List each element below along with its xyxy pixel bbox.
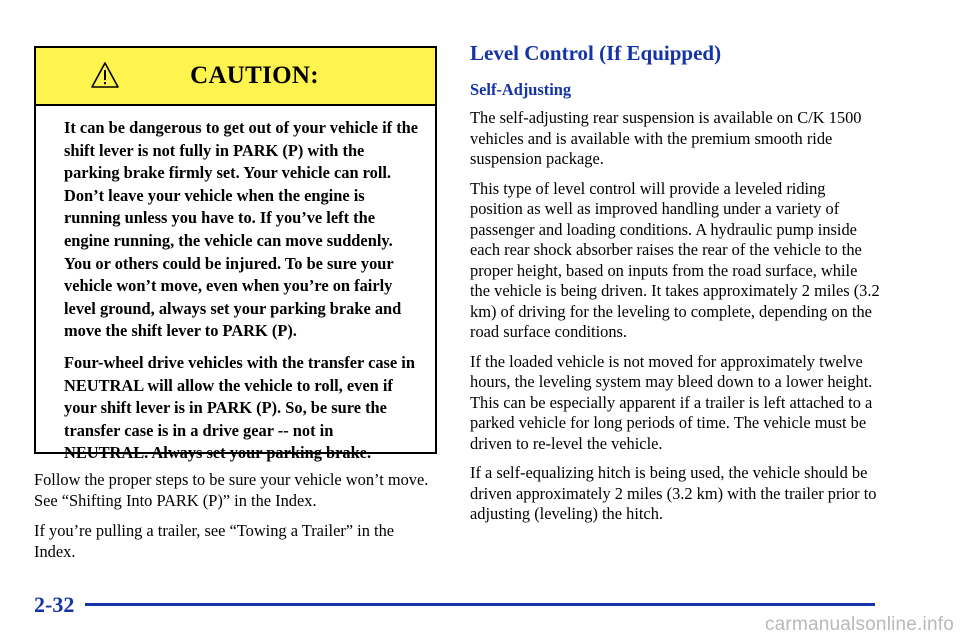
section-title: Level Control (If Equipped) <box>470 41 722 65</box>
left-column-text <box>34 470 434 572</box>
caution-title: CAUTION: <box>190 62 319 89</box>
body-paragraph: The self-adjusting rear suspension is available on C/K 1500 vehicles and is available with the premium smooth ride suspension package. <box>470 108 862 168</box>
caution-header <box>36 48 435 106</box>
body-paragraph: Follow the proper steps to be sure your vehicle won’t move. See “Shifting Into PARK (P)” in the Index. <box>34 470 429 510</box>
body-paragraph: This type of level control will provide a leveled riding position as well as improved handling under a variety of passenger and loading conditions. A hydraulic pump inside each rear shock absorber raises the rear of the vehicle to the proper height, based on inputs from the road surface, while the vehicle is being driven. It takes approximately 2 miles (3.2 km) of driving for the leveling to complete, depending on the road surface conditions. <box>470 178 880 341</box>
body-paragraph: If a self-equalizing hitch is being used, the vehicle should be driven approximately 2 miles (3.2 km) with the trailer prior to adjusting (leveling) the hitch. <box>470 463 877 523</box>
page-number: 2-32 <box>34 592 75 617</box>
right-column <box>470 40 880 534</box>
caution-body <box>36 106 435 465</box>
warning-triangle-icon <box>90 61 120 89</box>
body-paragraph: If the loaded vehicle is not moved for approximately twelve hours, the leveling system may bleed down to a lower height. This can be especially apparent if a trailer is left attached to a parked vehicle for long periods of time. The vehicle must be driven to re-level the vehicle. <box>470 351 873 453</box>
caution-paragraph: It can be dangerous to get out of your vehicle if the shift lever is not fully in PARK (P) with the parking brake firmly set. Your vehicle can roll. Don’t leave your vehicle when the engine is running unless you have to. If you’ve left the engine running, the vehicle can move suddenly. You or others could be injured. To be sure your vehicle won’t move, even when you’re on fairly level ground, always set your parking brake and move the shift lever to PARK (P). <box>64 118 419 341</box>
body-paragraph: If you’re pulling a trailer, see “Towing a Trailer” in the Index. <box>34 521 395 561</box>
footer-rule <box>85 603 875 606</box>
section-subtitle: Self-Adjusting <box>470 80 572 99</box>
watermark: carmanualsonline.info <box>764 614 954 635</box>
caution-box <box>34 46 437 463</box>
caution-paragraph: Four-wheel drive vehicles with the transfer case in NEUTRAL will allow the vehicle to roll, even if your shift lever is in PARK (P). So, be sure the transfer case is in a drive gear -- not in NEUTRAL. Always set your parking brake. <box>64 352 415 463</box>
